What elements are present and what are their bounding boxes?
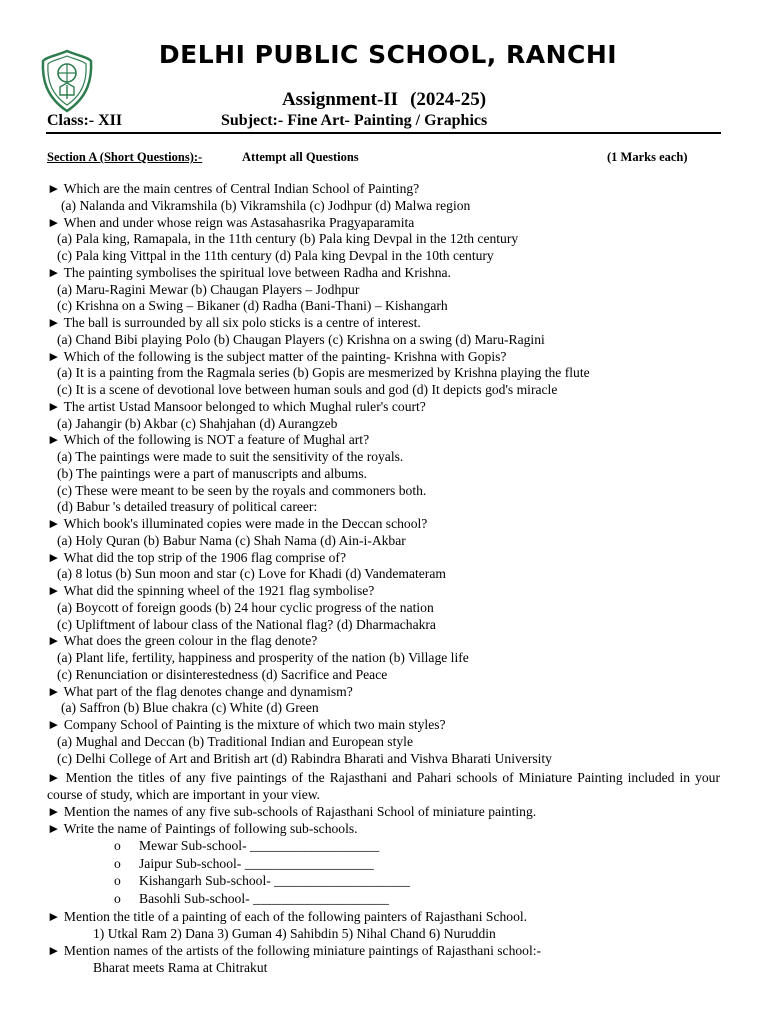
- question-artists: ► Mention names of the artists of the following miniature paintings of Rajasthani school:-: [47, 943, 542, 958]
- option-line: (a) Mughal and Deccan (b) Traditional Indian and European style: [57, 733, 413, 749]
- question-line: ► Which are the main centres of Central Indian School of Painting?: [47, 181, 420, 196]
- question-line: ► Company School of Painting is the mixture of which two main styles?: [47, 717, 446, 732]
- section-instruction: Attempt all Questions: [242, 150, 359, 164]
- question-line: ► Which of the following is the subject matter of the painting- Krishna with Gopis?: [47, 348, 507, 364]
- assignment-year: (2024-25): [410, 89, 487, 110]
- header-rule: [46, 132, 721, 134]
- option-line: (a) Maru-Ragini Mewar (b) Chaugan Players – Jodhpur: [57, 281, 360, 297]
- option-line: (a) Nalanda and Vikramshila (b) Vikramshila (c) Jodhpur (d) Malwa region: [61, 197, 471, 213]
- question-five-subschools: ► Mention the names of any five sub-schools of Rajasthani School of miniature painting.: [47, 804, 537, 819]
- painters-list: 1) Utkal Ram 2) Dana 3) Guman 4) Sahibdin 5) Nihal Chand 6) Nuruddin: [93, 926, 496, 941]
- option-line: (c) Krishna on a Swing – Bikaner (d) Radha (Bani-Thani) – Kishangarh: [57, 298, 448, 314]
- option-line: (c) Renunciation or disinterestedness (d) Sacrifice and Peace: [57, 666, 388, 682]
- subject-label: Subject:- Fine Art- Painting / Graphics: [221, 112, 488, 129]
- section-marks: (1 Marks each): [607, 150, 688, 164]
- question-line: ► What part of the flag denotes change and dynamism?: [47, 683, 353, 699]
- sub-school-text: Basohli Sub-school- ____________________: [139, 890, 389, 906]
- question-line: ► The painting symbolises the spiritual love between Radha and Krishna.: [47, 264, 451, 280]
- option-line: (c) These were meant to be seen by the royals and commoners both.: [57, 482, 427, 498]
- question-line: ► What did the top strip of the 1906 flag comprise of?: [47, 549, 346, 565]
- option-line: (c) It is a scene of devotional love between human souls and god (d) It depicts god's miracle: [57, 382, 558, 397]
- bullet-marker: o: [114, 855, 121, 871]
- question-line: ► When and under whose reign was Astasahasrika Pragyaparamita: [47, 214, 415, 230]
- section-title: Section A (Short Questions):-: [47, 150, 203, 164]
- option-line: (c) Delhi College of Art and British art (d) Rabindra Bharati and Vishva Bharati University: [57, 750, 552, 766]
- option-line: (a) It is a painting from the Ragmala series (b) Gopis are mesmerized by Krishna playing the flute: [57, 365, 590, 381]
- sub-school-item: [114, 838, 379, 855]
- option-line: (a) Saffron (b) Blue chakra (c) White (d) Green: [61, 700, 319, 716]
- sub-school-item: [114, 873, 410, 890]
- option-line: (a) 8 lotus (b) Sun moon and star (c) Love for Khadi (d) Vandemateram: [57, 566, 446, 582]
- question-line: ► Which book's illuminated copies were made in the Deccan school?: [47, 516, 428, 531]
- question-line: ► The ball is surrounded by all six polo sticks is a centre of interest.: [47, 315, 421, 330]
- sub-school-text: Mewar Sub-school- ___________________: [139, 838, 380, 853]
- sub-school-text: Kishangarh Sub-school- ____________________: [139, 873, 411, 888]
- painting-title: Bharat meets Rama at Chitrakut: [93, 960, 268, 975]
- option-line: (a) Holy Quran (b) Babur Nama (c) Shah Nama (d) Ain-i-Akbar: [57, 532, 406, 548]
- class-label: Class:- XII: [47, 112, 123, 129]
- question-long: ► Mention the titles of any five paintings of the Rajasthani and Pahari schools of Miniature Painting included in your course of study, which are important in your view.: [47, 770, 720, 802]
- option-line: (a) Plant life, fertility, happiness and prosperity of the nation (b) Village life: [57, 650, 469, 665]
- option-line: (c) Upliftment of labour class of the National flag? (d) Dharmachakra: [57, 616, 436, 632]
- option-line: (d) Babur 's detailed treasury of political career:: [57, 499, 318, 515]
- option-line: (a) Jahangir (b) Akbar (c) Shahjahan (d) Aurangzeb: [57, 415, 338, 431]
- option-line: (a) The paintings were made to suit the sensitivity of the royals.: [57, 449, 404, 464]
- assignment-title: [0, 89, 768, 111]
- question-line: ► The artist Ustad Mansoor belonged to which Mughal ruler's court?: [47, 398, 426, 414]
- option-line: (a) Chand Bibi playing Polo (b) Chaugan Players (c) Krishna on a swing (d) Maru-Ragini: [57, 331, 545, 347]
- school-name: DELHI PUBLIC SCHOOL, RANCHI: [158, 40, 618, 69]
- bullet-marker: o: [114, 838, 121, 853]
- assignment-label: Assignment-II: [281, 89, 399, 110]
- question-line: ► Which of the following is NOT a feature of Mughal art?: [47, 432, 370, 448]
- option-line: (c) Pala king Vittpal in the 11th century (d) Pala king Devpal in the 10th century: [57, 248, 494, 263]
- question-line: ► What did the spinning wheel of the 1921 flag symbolise?: [47, 583, 375, 598]
- sub-school-text: Jaipur Sub-school- ___________________: [139, 855, 374, 871]
- bullet-marker: o: [114, 873, 121, 888]
- option-line: (a) Pala king, Ramapala, in the 11th century (b) Pala king Devpal in the 12th century: [57, 231, 519, 247]
- bullet-marker: o: [114, 890, 121, 906]
- question-line: ► What does the green colour in the flag denote?: [47, 633, 318, 649]
- option-line: (a) Boycott of foreign goods (b) 24 hour cyclic progress of the nation: [57, 599, 434, 615]
- sub-school-item: [114, 891, 389, 908]
- question-painters: ► Mention the title of a painting of each of the following painters of Rajasthani School.: [47, 909, 528, 924]
- sub-school-item: [114, 856, 374, 873]
- option-line: (b) The paintings were a part of manuscripts and albums.: [57, 465, 368, 481]
- question-write-paintings: ► Write the name of Paintings of following sub-schools.: [47, 821, 358, 836]
